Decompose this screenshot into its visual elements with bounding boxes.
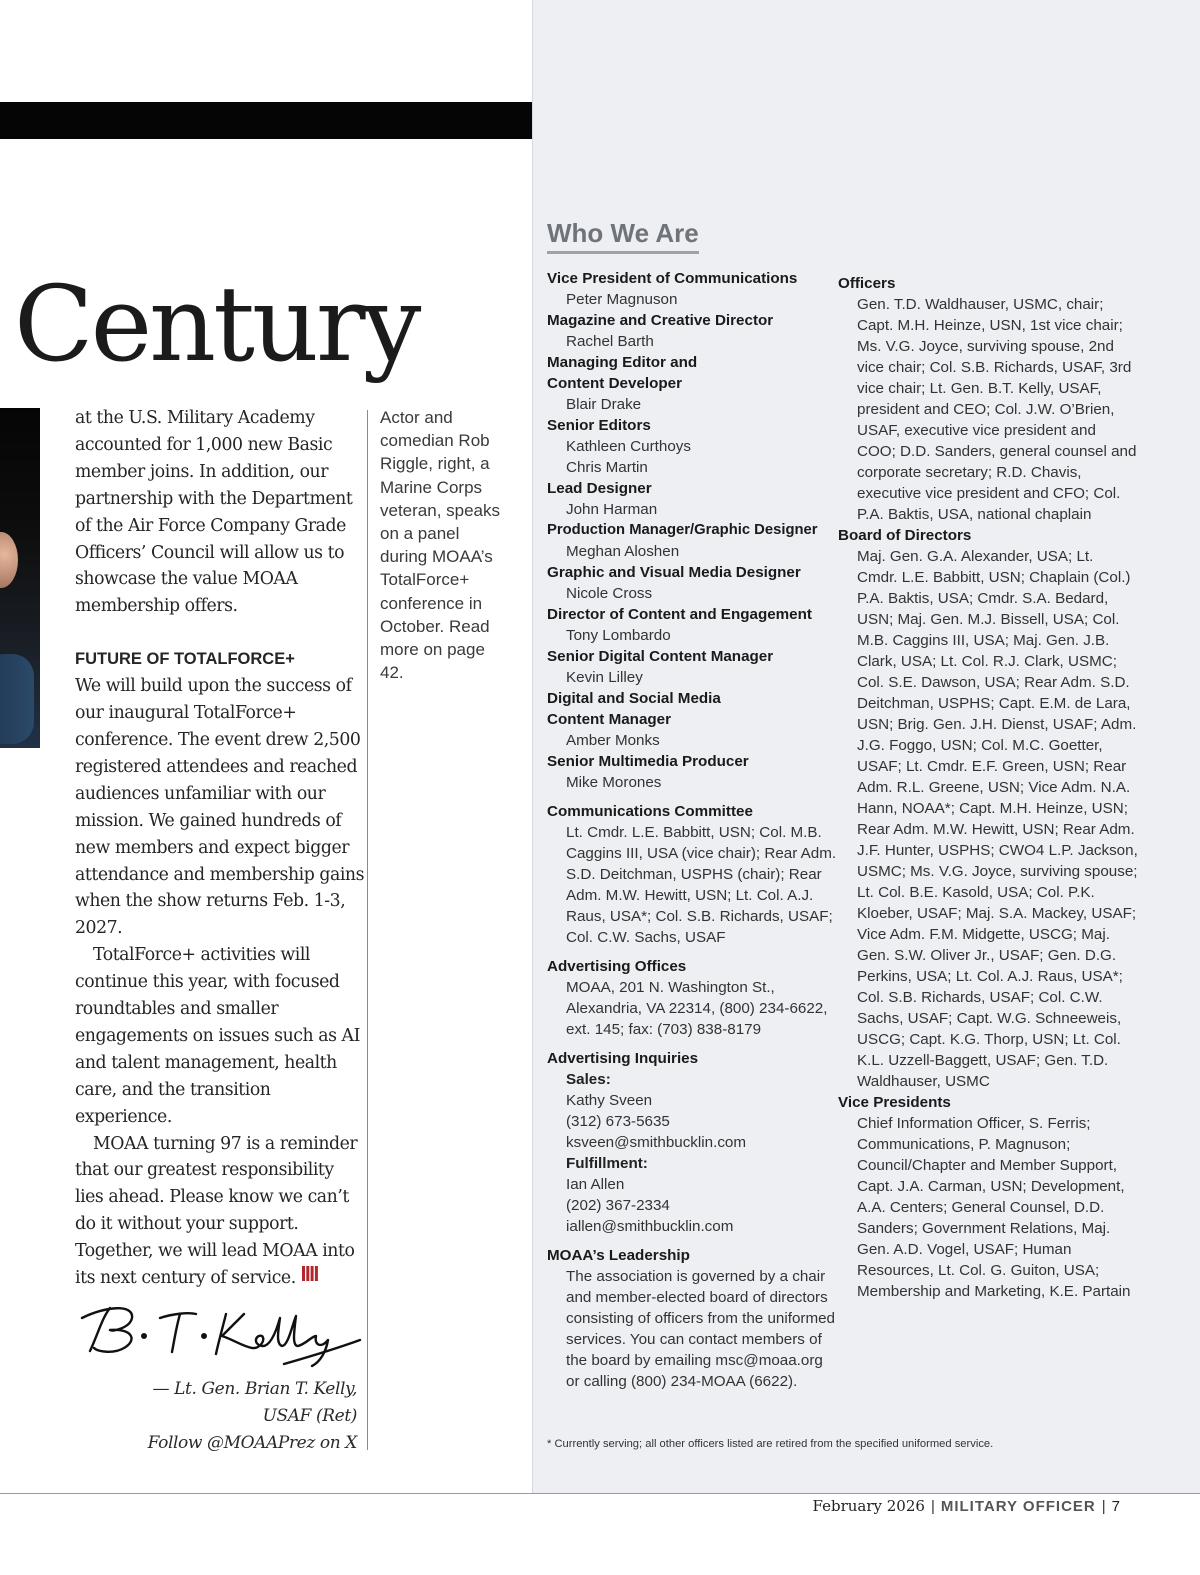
section-heading: Advertising Inquiries xyxy=(547,1050,699,1067)
sales-phone: (312) 673-5635 xyxy=(566,1113,670,1130)
photo-edge xyxy=(0,408,40,748)
section-heading: Board of Directors xyxy=(838,527,972,544)
committee-members: Lt. Cmdr. L.E. Babbitt, USN; Col. M.B. Caggins III, USA (vice chair); Rear Adm. S.D. Deitchman, USPHS (chair); Rear Adm. M.W. Hewitt, USN; Lt. Col. A.J. Raus, USA*; Col. S.B. Richards, USAF; Col. C.W. Sachs, USAF xyxy=(566,824,837,946)
staff-role: Production Manager/Graphic Designer xyxy=(547,522,818,538)
fulfillment-email: iallen@smithbucklin.com xyxy=(566,1218,734,1235)
letter-paragraph: We will build upon the success of our inaugural TotalForce+ conference. The event drew 2,500 registered attendees and reached audiences unfamiliar with our mission. We gained hundreds of new members and expect bigger attendance and membership gains when the show returns Feb. 1-3, 2027. xyxy=(75,676,365,939)
signature-block xyxy=(80,1376,357,1457)
section-heading: Officers xyxy=(838,275,896,292)
advertising-address: MOAA, 201 N. Washington St., Alexandria, VA 22314, (800) 234-6622, ext. 145; fax: (703) 838-8179 xyxy=(566,979,828,1038)
moaa-end-mark-icon xyxy=(302,1266,318,1281)
leadership-text: The association is governed by a chair and member-elected board of directors consisting of officers from the uniformed services. You can contact members of the board by emailing msc@moaa.org or calling (800) 234-MOAA (6622). xyxy=(566,1268,835,1390)
sales-email: ksveen@smithbucklin.com xyxy=(566,1134,747,1151)
staff-role: Senior Multimedia Producer xyxy=(547,753,749,770)
masthead-column-1 xyxy=(547,268,839,1392)
staff-role: Senior Editors xyxy=(547,417,651,434)
footnote: * Currently serving; all other officers listed are retired from the specified uniformed service. xyxy=(547,1438,994,1450)
section-heading: Vice Presidents xyxy=(838,1094,951,1111)
signature-name: — Lt. Gen. Brian T. Kelly, xyxy=(152,1379,357,1399)
vice-presidents-list: Chief Information Officer, S. Ferris; Communications, P. Magnuson; Council/Chapter and Member Support, Capt. J.A. Carman, USN; Development, A.A. Centers; General Counsel, D.D. Sanders; Government Relations, Maj. Gen. A.D. Vogel, USAF; Human Resources, Lt. Col. G. Guiton, USA; Membership and Marketing, K.E. Partain xyxy=(857,1115,1131,1300)
signature-image xyxy=(76,1296,366,1376)
magazine-name: MILITARY OFFICER xyxy=(940,1498,1096,1515)
caption-divider xyxy=(367,410,368,1450)
officers-list: Gen. T.D. Waldhauser, USMC, chair; Capt. M.H. Heinze, USN, 1st vice chair; Ms. V.G. Joyce, surviving spouse, 2nd vice chair; Col. S.B. Richards, USAF, 3rd vice chair; Lt. Gen. B.T. Kelly, USAF, president and CEO; Col. J.W. O’Brien, USAF, executive vice president and COO; D.D. Sanders, general counsel and corporate secretary; R.D. Chavis, executive vice president and CFO; Col. P.A. Baktis, USA, national chaplain xyxy=(857,296,1137,523)
staff-name: Kevin Lilley xyxy=(566,669,643,686)
page-footer: February 2026 | MILITARY OFFICER | 7 xyxy=(812,1497,1120,1515)
letter-paragraph: TotalForce+ activities will continue this year, with focused roundtables and smaller engagements on issues such as AI and talent management, health care, and the transition experience. xyxy=(75,945,360,1127)
section-heading: Advertising Offices xyxy=(547,958,687,975)
staff-name: Rachel Barth xyxy=(566,333,654,350)
sidebar-title: Who We Are xyxy=(547,216,699,254)
signature-branch: USAF (Ret) xyxy=(262,1406,357,1426)
staff-name: Kathleen Curthoys xyxy=(566,438,691,455)
staff-role: Digital and Social Media Content Manager xyxy=(547,690,721,728)
headline: Century xyxy=(14,263,419,385)
letter-paragraph-last: MOAA turning 97 is a reminder that our greatest responsibility lies ahead. Please know we can’t do it without your support. Together, we will lead MOAA into its next century of service. xyxy=(75,1133,358,1289)
staff-name: Nicole Cross xyxy=(566,585,653,602)
fulfillment-name: Ian Allen xyxy=(566,1176,625,1193)
sales-name: Kathy Sveen xyxy=(566,1092,653,1109)
staff-role: Director of Content and Engagement xyxy=(547,606,812,623)
staff-role: Lead Designer xyxy=(547,480,652,497)
staff-role: Managing Editor and Content Developer xyxy=(547,354,698,392)
staff-name: Amber Monks xyxy=(566,732,660,749)
page-number: 7 xyxy=(1111,1498,1120,1515)
issue-date: February 2026 xyxy=(812,1497,925,1515)
sales-label: Sales: xyxy=(566,1071,611,1088)
letter-paragraph: at the U.S. Military Academy accounted for 1,000 new Basic member joins. In addition, our partnership with the Department of the Air Force Company Grade Officers’ Council will allow us to showcase the value MOAA membership offers. xyxy=(75,408,353,617)
section-heading: Communications Committee xyxy=(547,803,753,820)
masthead-column-2 xyxy=(838,273,1138,1302)
staff-name: Peter Magnuson xyxy=(566,291,678,308)
staff-name: Blair Drake xyxy=(566,396,642,413)
footer-rule xyxy=(0,1493,1200,1494)
staff-role: Vice President of Communications xyxy=(547,270,798,287)
fulfillment-label: Fulfillment: xyxy=(566,1155,648,1172)
letter-subhead: FUTURE OF TOTALFORCE+ xyxy=(75,650,295,669)
staff-role: Senior Digital Content Manager xyxy=(547,648,774,665)
staff-role: Graphic and Visual Media Designer xyxy=(547,564,801,581)
fulfillment-phone: (202) 367-2334 xyxy=(566,1197,670,1214)
signature-follow: Follow @MOAAPrez on X xyxy=(147,1433,357,1453)
staff-name: Meghan Aloshen xyxy=(566,543,680,560)
board-list: Maj. Gen. G.A. Alexander, USA; Lt. Cmdr. L.E. Babbitt, USN; Chaplain (Col.) P.A. Baktis, USA; Cmdr. S.A. Bedard, USN; Maj. Gen. M.J. Bissell, USA; Col. M.B. Caggins III, USA; Maj. Gen. J.B. Clark, USA; Lt. Col. R.J. Clark, USMC; Col. S.E. Dawson, USA; Rear Adm. S.D. Deitchman, USPHS; Capt. E.M. de Lara, USN; Brig. Gen. J.H. Dienst, USAF; Adm. J.G. Foggo, USN; Col. M.C. Goetter, USAF; Lt. Cmdr. E.F. Green, USN; Rear Adm. R.L. Greene, USN; Vice Adm. N.A. Hann, NOAA*; Capt. M.H. Heinze, USN; Rear Adm. M.W. Hewitt, USN; Rear Adm. J.F. Hunter, USPHS; CWO4 L.P. Jackson, USMC; Ms. V.G. Joyce, surviving spouse; Lt. Col. B.E. Kasold, USA; Col. P.K. Kloeber, USAF; Maj. S.A. Mackey, USAF; Vice Adm. F.M. Midgette, USCG; Maj. Gen. S.W. Oliver Jr., USAF; Gen. D.G. Perkins, USA; Lt. Col. A.J. Raus, USA*; Col. S.B. Richards, USAF; Col. C.W. Sachs, USAF; Capt. W.G. Schneeweis, USCG; Capt. K.G. Thorp, USN; Lt. Col. K.L. Uzzell-Baggett, USAF; Gen. T.D. Waldhauser, USMC xyxy=(857,548,1138,1090)
header-black-bar xyxy=(0,102,534,139)
section-heading: MOAA’s Leadership xyxy=(547,1247,690,1264)
staff-name: John Harman xyxy=(566,501,658,518)
photo-caption: Actor and comedian Rob Riggle, right, a Marine Corps veteran, speaks on a panel during MOAA’s TotalForce+ conference in October. Read more on page 42. xyxy=(380,408,501,683)
staff-name: Mike Morones xyxy=(566,774,662,791)
staff-role: Magazine and Creative Director xyxy=(547,312,774,329)
letter-body xyxy=(75,405,367,1292)
staff-name: Tony Lombardo xyxy=(566,627,671,644)
staff-name: Chris Martin xyxy=(566,459,648,476)
